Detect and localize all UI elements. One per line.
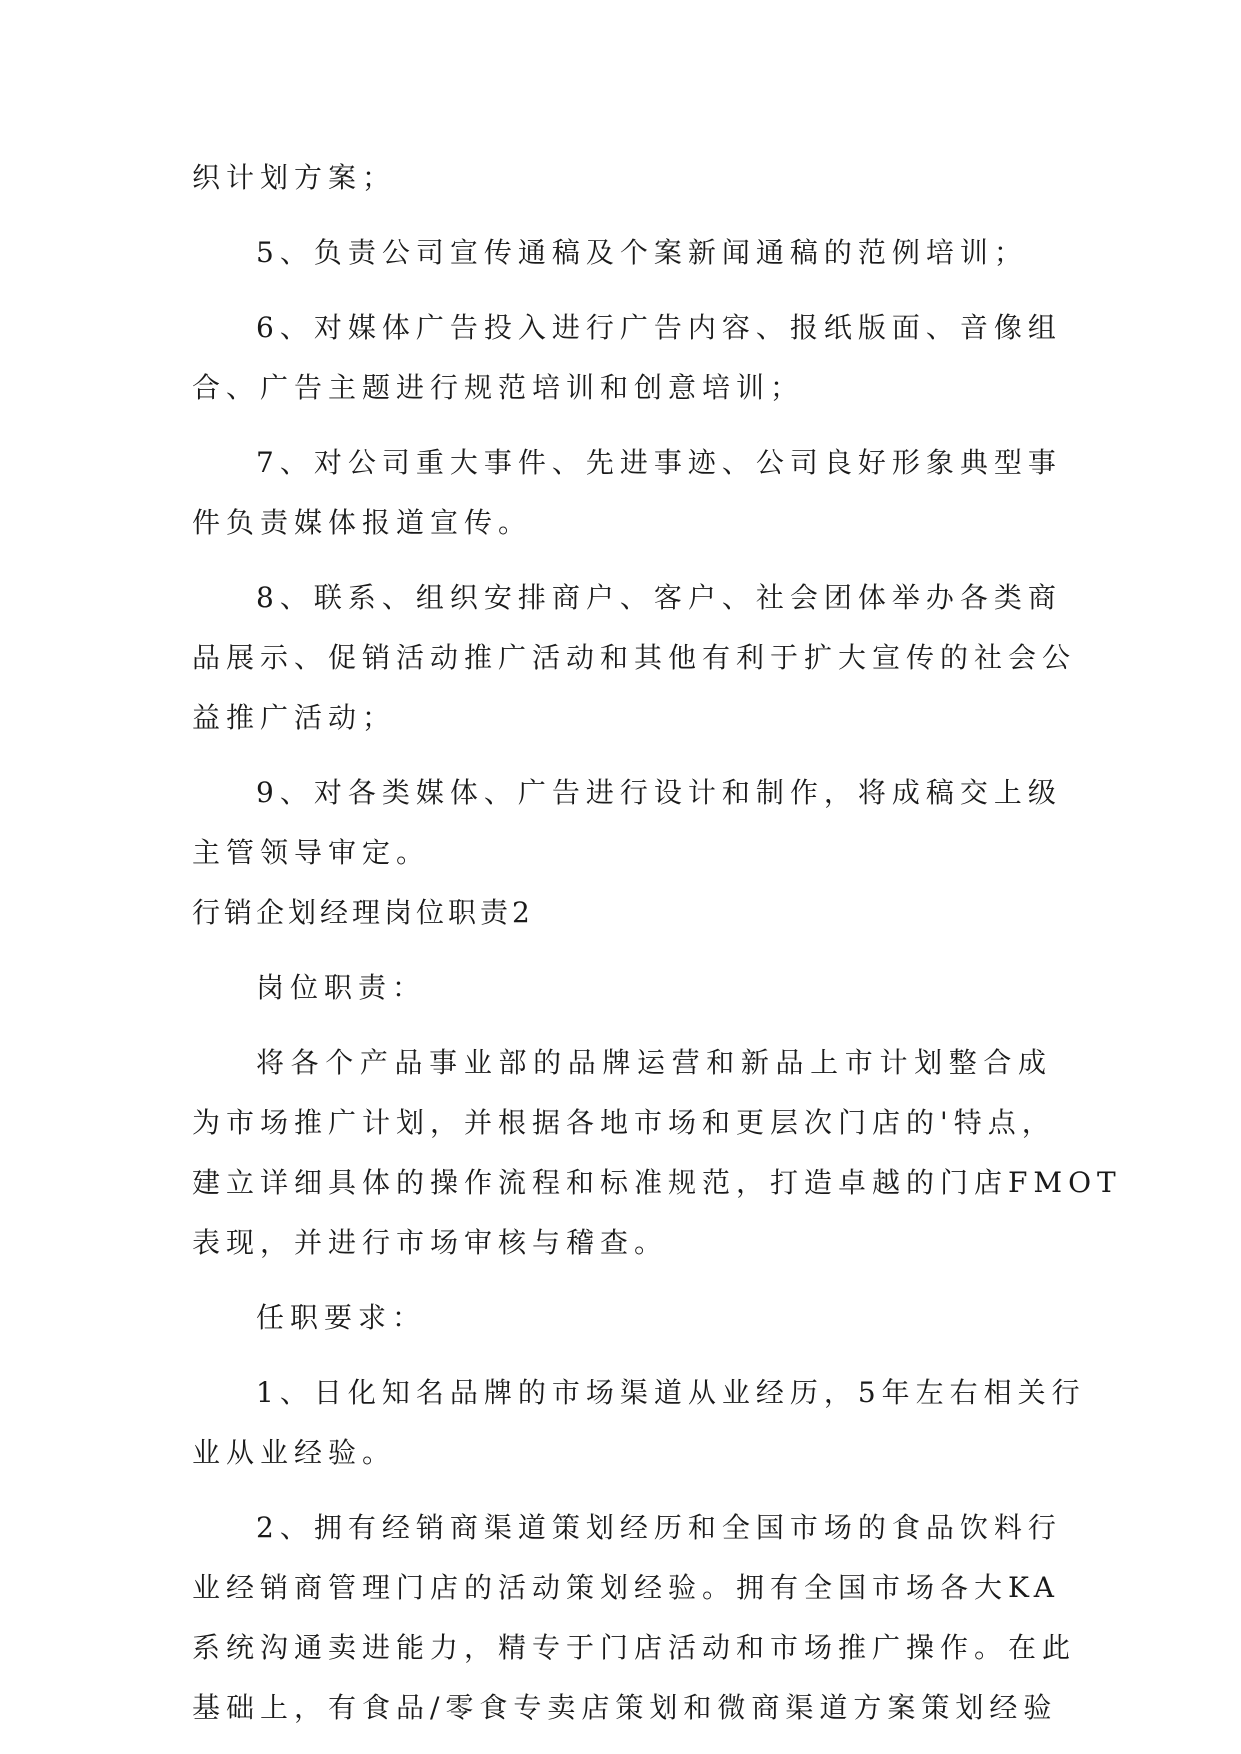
subheading-responsibilities: 岗位职责： bbox=[256, 971, 427, 1004]
body-line: 业从业经验。 bbox=[192, 1436, 397, 1469]
body-line: 品展示、促销活动推广活动和其他有利于扩大宣传的社会公 bbox=[192, 641, 1077, 674]
body-line: 件负责媒体报道宣传。 bbox=[192, 506, 533, 539]
body-line: 益推广活动； bbox=[192, 701, 397, 734]
section-heading: 行销企划经理岗位职责2 bbox=[192, 896, 534, 929]
subheading-requirements: 任职要求： bbox=[256, 1301, 427, 1334]
body-line: 基础上，有食品/零食专卖店策划和微商渠道方案策划经验 bbox=[192, 1691, 1058, 1724]
requirement-item-2: 2、拥有经销商渠道策划经历和全国市场的食品饮料行 bbox=[256, 1511, 1062, 1544]
body-line: 系统沟通卖进能力，精专于门店活动和市场推广操作。在此 bbox=[192, 1631, 1077, 1664]
body-line: 主管领导审定。 bbox=[192, 836, 431, 869]
body-line: 合、广告主题进行规范培训和创意培训； bbox=[192, 371, 805, 404]
requirement-item-1: 1、日化知名品牌的市场渠道从业经历，5年左右相关行 bbox=[256, 1376, 1086, 1409]
list-item-6: 6、对媒体广告投入进行广告内容、报纸版面、音像组 bbox=[256, 311, 1062, 344]
paragraph-line: 建立详细具体的操作流程和标准规范，打造卓越的门店FMOT bbox=[192, 1166, 1122, 1199]
paragraph-line: 将各个产品事业部的品牌运营和新品上市计划整合成 bbox=[256, 1046, 1052, 1079]
document-page bbox=[192, 148, 1122, 1738]
list-item-7: 7、对公司重大事件、先进事迹、公司良好形象典型事 bbox=[256, 446, 1062, 479]
body-line: 织计划方案； bbox=[192, 161, 397, 194]
body-line: 业经销商管理门店的活动策划经验。拥有全国市场各大KA bbox=[192, 1571, 1061, 1604]
list-item-5: 5、负责公司宣传通稿及个案新闻通稿的范例培训； bbox=[256, 236, 1028, 269]
list-item-8: 8、联系、组织安排商户、客户、社会团体举办各类商 bbox=[256, 581, 1062, 614]
paragraph-line: 表现，并进行市场审核与稽查。 bbox=[192, 1226, 669, 1259]
list-item-9: 9、对各类媒体、广告进行设计和制作，将成稿交上级 bbox=[256, 776, 1062, 809]
paragraph-line: 为市场推广计划，并根据各地市场和更层次门店的'特点， bbox=[192, 1106, 1056, 1139]
